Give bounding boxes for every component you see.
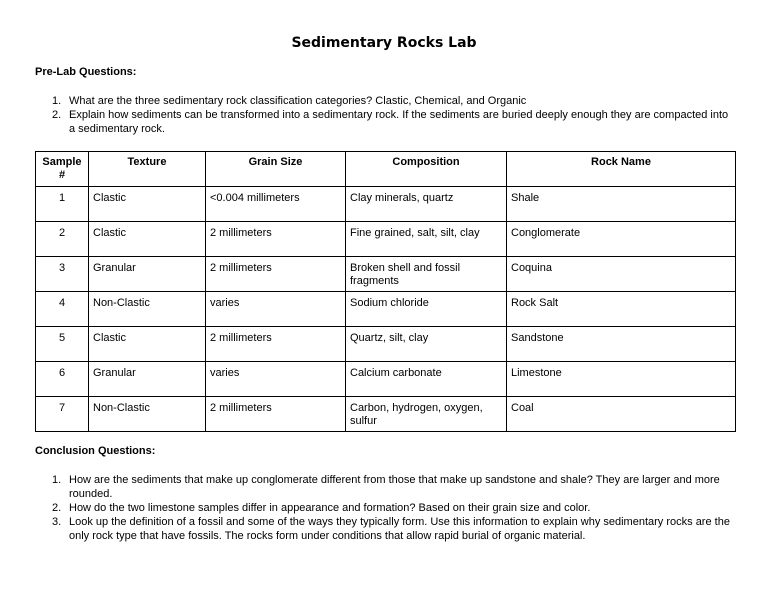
- column-header-grain-size: Grain Size: [206, 152, 346, 187]
- cell-grain-size: 2 millimeters: [206, 222, 346, 257]
- prelab-question-list: [35, 94, 735, 136]
- cell-grain-size: 2 millimeters: [206, 257, 346, 292]
- cell-sample: 2: [36, 222, 89, 257]
- cell-rock-name: Rock Salt: [507, 292, 736, 327]
- question-number: 1.: [52, 95, 62, 107]
- cell-grain-size: 2 millimeters: [206, 327, 346, 362]
- question-number: 2.: [52, 109, 62, 121]
- list-item: [35, 473, 735, 501]
- question-text: Explain how sediments can be transformed into a sedimentary rock. If the sediments are buried deeply enough they are compacted into a sedimentary rock.: [69, 109, 729, 135]
- table-row: [36, 362, 736, 397]
- cell-texture: Granular: [89, 362, 206, 397]
- cell-sample: 6: [36, 362, 89, 397]
- prelab-heading: Pre-Lab Questions:: [35, 66, 137, 78]
- cell-composition: Sodium chloride: [346, 292, 507, 327]
- table-row: [36, 397, 736, 432]
- table-row: [36, 257, 736, 292]
- column-header-rock-name: Rock Name: [507, 152, 736, 187]
- cell-sample: 3: [36, 257, 89, 292]
- cell-grain-size: varies: [206, 292, 346, 327]
- cell-rock-name: Limestone: [507, 362, 736, 397]
- question-number: 2.: [52, 502, 62, 514]
- cell-rock-name: Sandstone: [507, 327, 736, 362]
- question-text: What are the three sedimentary rock classification categories? Clastic, Chemical, and Organic: [69, 95, 527, 107]
- cell-sample: 4: [36, 292, 89, 327]
- table-row: [36, 327, 736, 362]
- cell-texture: Non-Clastic: [89, 397, 206, 432]
- cell-rock-name: Coquina: [507, 257, 736, 292]
- list-item: [35, 501, 735, 515]
- cell-sample: 5: [36, 327, 89, 362]
- column-header-sample: Sample #: [36, 152, 89, 187]
- cell-composition: Calcium carbonate: [346, 362, 507, 397]
- list-item: [35, 94, 735, 108]
- cell-grain-size: 2 millimeters: [206, 397, 346, 432]
- question-text: How are the sediments that make up conglomerate different from those that make up sandstone and shale? They are larger and more rounded.: [69, 474, 720, 500]
- column-header-texture: Texture: [89, 152, 206, 187]
- table-row: [36, 292, 736, 327]
- cell-sample: 7: [36, 397, 89, 432]
- column-header-composition: Composition: [346, 152, 507, 187]
- question-number: 3.: [52, 516, 62, 528]
- cell-composition: Carbon, hydrogen, oxygen, sulfur: [346, 397, 507, 432]
- cell-texture: Clastic: [89, 222, 206, 257]
- cell-grain-size: <0.004 millimeters: [206, 187, 346, 222]
- list-item: [35, 108, 735, 136]
- list-item: [35, 515, 735, 543]
- cell-texture: Granular: [89, 257, 206, 292]
- cell-texture: Clastic: [89, 187, 206, 222]
- cell-composition: Quartz, silt, clay: [346, 327, 507, 362]
- cell-rock-name: Conglomerate: [507, 222, 736, 257]
- cell-sample: 1: [36, 187, 89, 222]
- table-row: [36, 222, 736, 257]
- conclusion-heading: Conclusion Questions:: [35, 445, 156, 457]
- question-text: How do the two limestone samples differ in appearance and formation? Based on their grain size and color.: [69, 502, 591, 514]
- cell-grain-size: varies: [206, 362, 346, 397]
- cell-texture: Non-Clastic: [89, 292, 206, 327]
- cell-composition: Broken shell and fossil fragments: [346, 257, 507, 292]
- cell-rock-name: Coal: [507, 397, 736, 432]
- rock-samples-table: [35, 151, 736, 432]
- table-row: [36, 187, 736, 222]
- cell-composition: Clay minerals, quartz: [346, 187, 507, 222]
- cell-texture: Clastic: [89, 327, 206, 362]
- cell-composition: Fine grained, salt, silt, clay: [346, 222, 507, 257]
- table-header-row: [36, 152, 736, 187]
- cell-rock-name: Shale: [507, 187, 736, 222]
- question-text: Look up the definition of a fossil and some of the ways they typically form. Use this information to explain why sedimentary rocks are the only rock type that have fossils. The rocks form under conditions that allow rapid burial of organic material.: [69, 516, 730, 542]
- question-number: 1.: [52, 474, 62, 486]
- conclusion-question-list: [35, 473, 735, 543]
- page-title: Sedimentary Rocks Lab: [291, 35, 477, 51]
